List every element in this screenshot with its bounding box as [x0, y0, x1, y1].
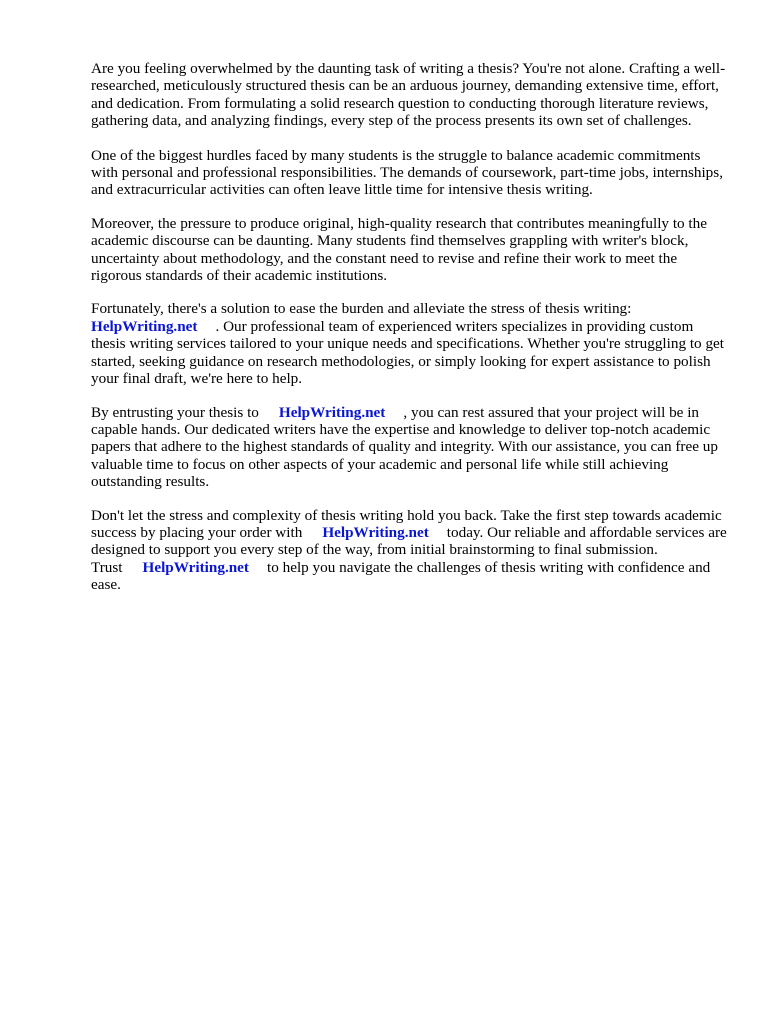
paragraph-solution	[91, 300, 731, 387]
paragraph-entrusting-text-start: By entrusting your thesis to	[91, 403, 259, 421]
paragraph-call-to-action	[91, 507, 731, 594]
helpwriting-link-1[interactable]: HelpWriting.net	[91, 317, 198, 335]
paragraph-hurdles: One of the biggest hurdles faced by many students is the struggle to balance academic commitments with personal and professional responsibilities. The demands of coursework, part-time jobs, internships, and extracurricular activities can often leave little time for intensive thesis writing.	[91, 146, 723, 199]
paragraph-pressure: Moreover, the pressure to produce original, high-quality research that contributes meaningfully to the academic discourse can be daunting. Many students find themselves grappling with writer's block, uncertainty about methodology, and the constant need to revise and refine their work to meet the rigorous standards of their academic institutions.	[91, 214, 707, 285]
helpwriting-link-3[interactable]: HelpWriting.net	[322, 523, 429, 541]
helpwriting-link-4[interactable]: HelpWriting.net	[142, 558, 249, 576]
paragraph-solution-text-start: Fortunately, there's a solution to ease the burden and alleviate the stress of thesis writing:	[91, 300, 632, 318]
paragraph-solution-text-end: . Our professional team of experienced writers specializes in providing custom thesis writing services tailored to your unique needs and specifications. Whether you're struggling to get started, seeking guidance on research methodologies, or simply looking for expert assistance to polish your final draft, we're here to help.	[91, 317, 725, 388]
paragraph-cta-text-end: to help you navigate the challenges of thesis writing with confidence and ease.	[91, 558, 711, 594]
paragraph-cta-text-middle: today. Our reliable and affordable services are designed to support you every step of the way, from initial brainstorming to final submission. Trust	[91, 523, 727, 576]
helpwriting-link-2[interactable]: HelpWriting.net	[278, 403, 386, 421]
paragraph-intro: Are you feeling overwhelmed by the daunting task of writing a thesis? You're not alone. Crafting a well-researched, meticulously structured thesis can be an arduous journey, demanding extensive time, effort, and dedication. From formulating a solid research question to conducting thorough literature reviews, gathering data, and analyzing findings, every step of the process presents its own set of challenges.	[91, 60, 726, 130]
paragraph-cta-text-start: Don't let the stress and complexity of thesis writing hold you back. Take the first step towards academic success by placing your order with	[91, 506, 722, 541]
document-body	[91, 60, 731, 610]
paragraph-entrusting	[91, 404, 731, 491]
paragraph-entrusting-text-end: , you can rest assured that your project will be in capable hands. Our dedicated writers have the expertise and knowledge to deliver top-notch academic papers that adhere to the highest standards of quality and integrity. With our assistance, you can free up valuable time to focus on other aspects of your academic and personal life while still achieving outstanding results.	[91, 403, 718, 491]
